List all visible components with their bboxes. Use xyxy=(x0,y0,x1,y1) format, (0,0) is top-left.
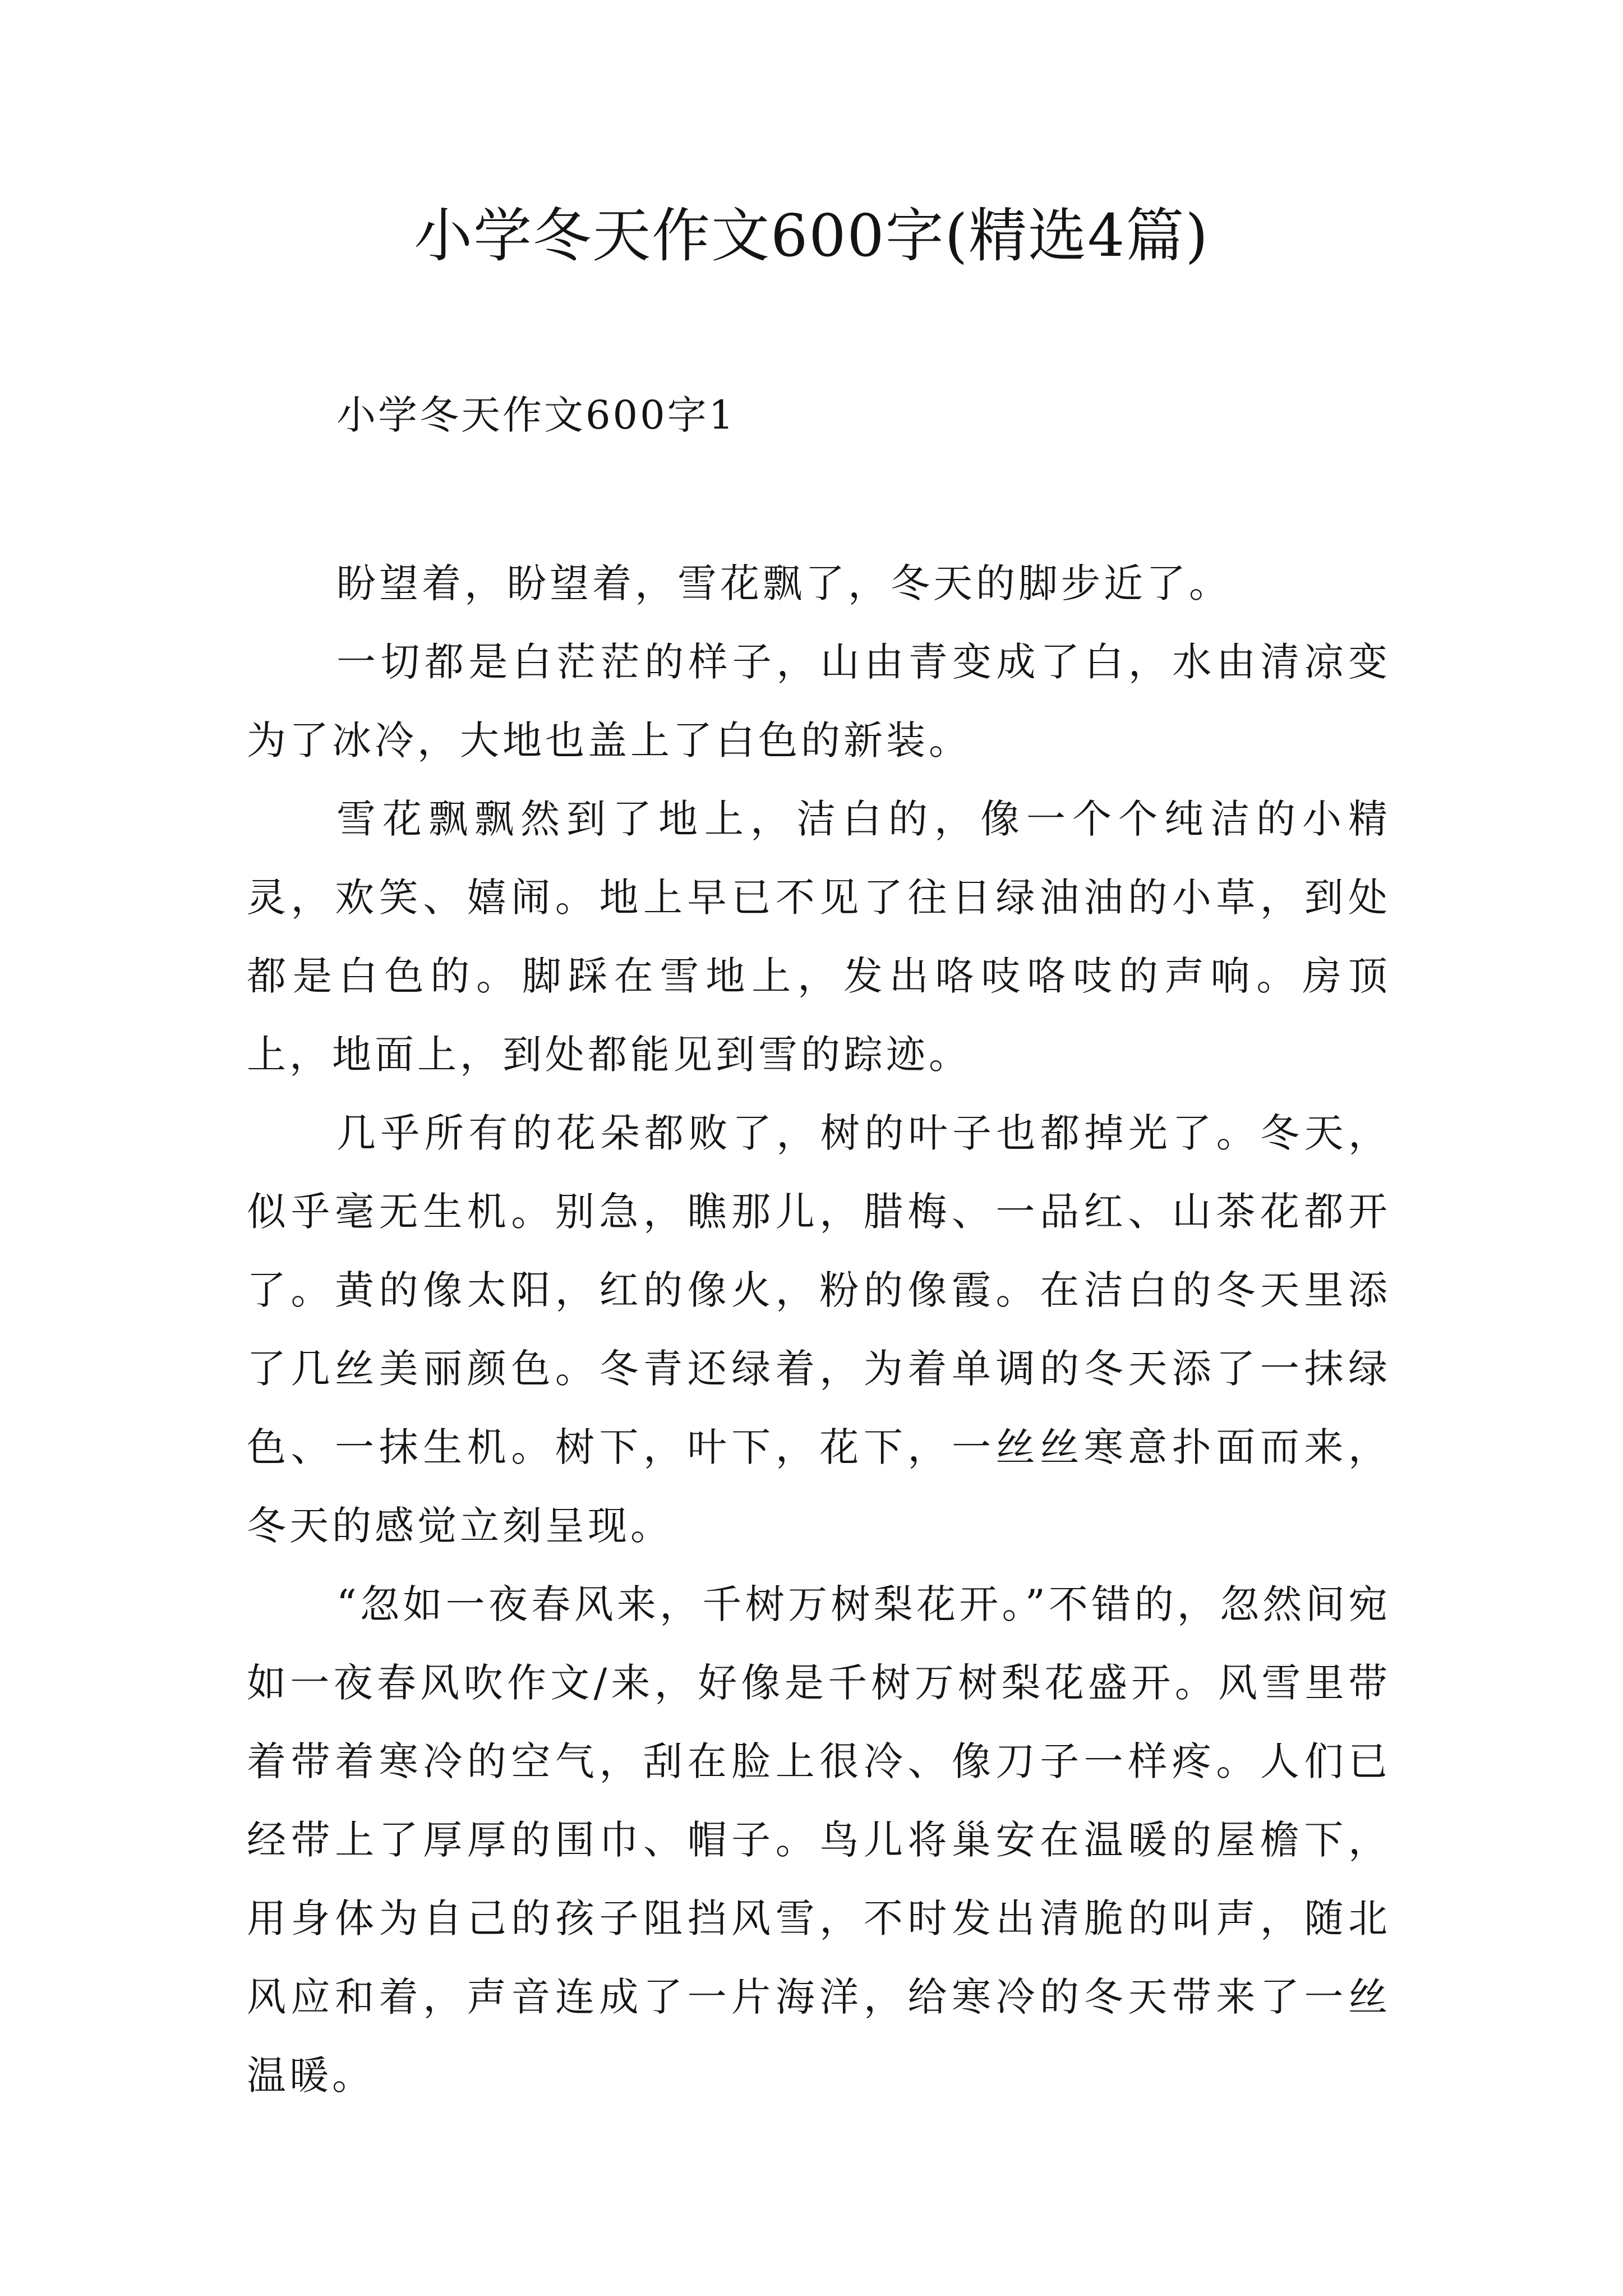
paragraph: 雪花飘飘然到了地上，洁白的，像一个个纯洁的小精灵，欢笑、嬉闹。地上早已不见了往日绿油油的小草，到处都是白色的。脚踩在雪地上，发出咯吱咯吱的声响。房顶上，地面上，到处都能见到雪的踪迹。 xyxy=(247,796,1391,1078)
paragraph: 一切都是白茫茫的样子，山由青变成了白，水由清凉变为了冰冷，大地也盖上了白色的新装。 xyxy=(247,639,1391,763)
section-heading: 小学冬天作文600字1 xyxy=(336,392,736,438)
document-title: 小学冬天作文600字(精选4篇) xyxy=(414,201,1209,270)
paragraph: “忽如一夜春风来，千树万树梨花开。”不错的，忽然间宛如一夜春风吹作文/来，好像是千树万树梨花盛开。风雪里带着带着寒冷的空气，刮在脸上很冷、像刀子一样疼。人们已经带上了厚厚的围巾、帽子。鸟儿将巢安在温暖的屋檐下，用身体为自己的孩子阻挡风雪，不时发出清脆的叫声，随北风应和着，声音连成了一片海洋，给寒冷的冬天带来了一丝温暖。 xyxy=(247,1581,1391,2099)
paragraph: 盼望着，盼望着，雪花飘了，冬天的脚步近了。 xyxy=(336,560,1232,606)
essay-body xyxy=(247,544,1391,2115)
paragraph: 几乎所有的花朵都败了，树的叶子也都掉光了。冬天，似乎毫无生机。别急，瞧那儿，腊梅、一品红、山茶花都开了。黄的像太阳，红的像火，粉的像霞。在洁白的冬天里添了几丝美丽颜色。冬青还绿着，为着单调的冬天添了一抹绿色、一抹生机。树下，叶下，花下，一丝丝寒意扑面而来，冬天的感觉立刻呈现。 xyxy=(247,1110,1391,1549)
